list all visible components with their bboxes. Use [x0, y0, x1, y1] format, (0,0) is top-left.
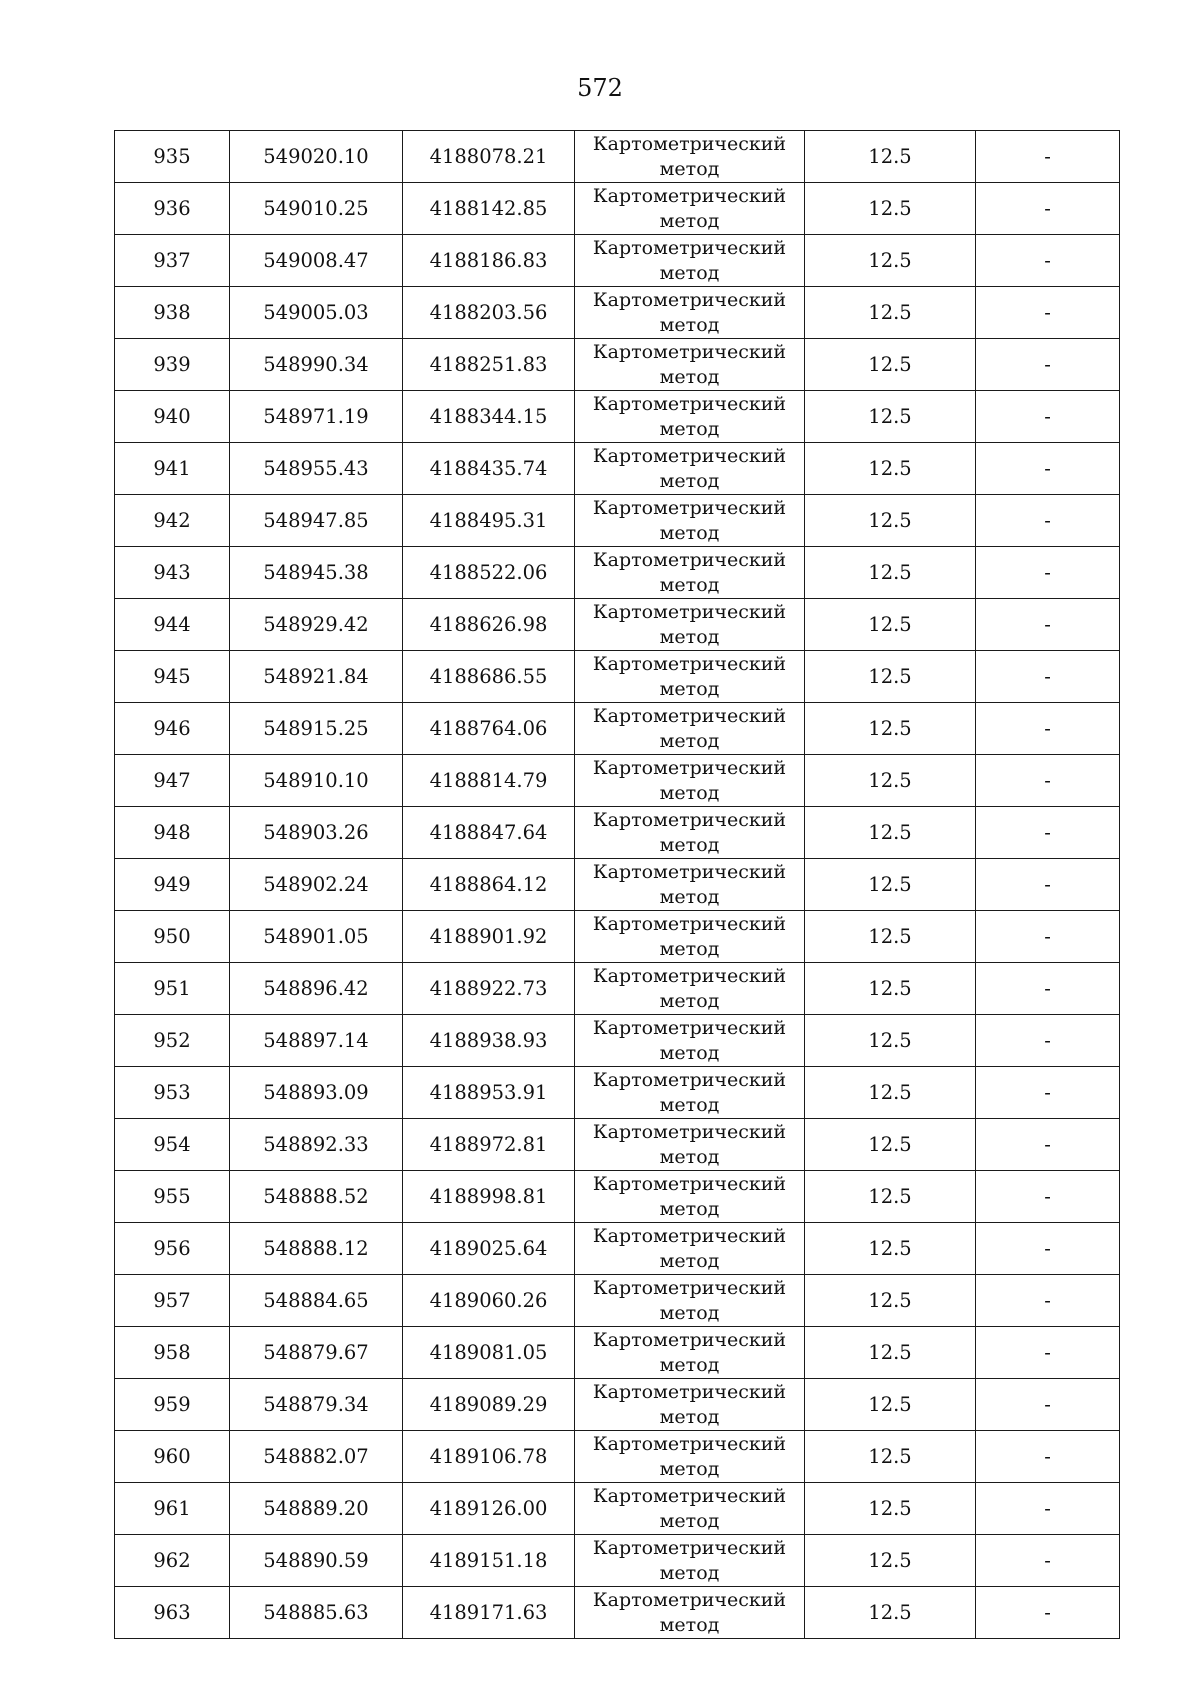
accuracy-cell: 12.5	[805, 963, 976, 1015]
method-cell	[575, 1483, 805, 1535]
method-cell	[575, 911, 805, 963]
extra-cell: -	[976, 339, 1120, 391]
extra-cell: -	[976, 859, 1120, 911]
point-number-cell: 948	[115, 807, 230, 859]
point-number-cell: 939	[115, 339, 230, 391]
point-number-cell: 961	[115, 1483, 230, 1535]
method-cell	[575, 1015, 805, 1067]
accuracy-cell: 12.5	[805, 1223, 976, 1275]
method-line-2: метод	[659, 1613, 720, 1636]
method-line-1: Картометрический	[592, 184, 787, 207]
table-row	[115, 1067, 1120, 1119]
y-coordinate-cell: 4188998.81	[403, 1171, 575, 1223]
y-coordinate-cell: 4188814.79	[403, 755, 575, 807]
x-coordinate-cell: 548893.09	[230, 1067, 403, 1119]
accuracy-cell: 12.5	[805, 859, 976, 911]
method-line-2: метод	[659, 937, 720, 960]
extra-cell: -	[976, 1275, 1120, 1327]
method-cell	[575, 1171, 805, 1223]
table-row	[115, 651, 1120, 703]
y-coordinate-cell: 4189106.78	[403, 1431, 575, 1483]
y-coordinate-cell: 4188938.93	[403, 1015, 575, 1067]
x-coordinate-cell: 548971.19	[230, 391, 403, 443]
accuracy-cell: 12.5	[805, 807, 976, 859]
method-line-2: метод	[659, 1405, 720, 1428]
method-line-2: метод	[659, 989, 720, 1012]
extra-cell: -	[976, 443, 1120, 495]
x-coordinate-cell: 548884.65	[230, 1275, 403, 1327]
table-row	[115, 859, 1120, 911]
point-number-cell: 953	[115, 1067, 230, 1119]
method-line-1: Картометрический	[592, 808, 787, 831]
method-cell	[575, 963, 805, 1015]
point-number-cell: 949	[115, 859, 230, 911]
extra-cell: -	[976, 391, 1120, 443]
y-coordinate-cell: 4189060.26	[403, 1275, 575, 1327]
method-line-1: Картометрический	[592, 1588, 787, 1611]
extra-cell: -	[976, 1587, 1120, 1639]
method-cell	[575, 1223, 805, 1275]
x-coordinate-cell: 548888.12	[230, 1223, 403, 1275]
method-line-2: метод	[659, 209, 720, 232]
method-line-2: метод	[659, 1197, 720, 1220]
accuracy-cell: 12.5	[805, 1431, 976, 1483]
table-row	[115, 1379, 1120, 1431]
point-number-cell: 935	[115, 131, 230, 183]
point-number-cell: 963	[115, 1587, 230, 1639]
point-number-cell: 941	[115, 443, 230, 495]
x-coordinate-cell: 548889.20	[230, 1483, 403, 1535]
x-coordinate-cell: 548955.43	[230, 443, 403, 495]
method-cell	[575, 287, 805, 339]
y-coordinate-cell: 4188344.15	[403, 391, 575, 443]
method-cell	[575, 1431, 805, 1483]
point-number-cell: 960	[115, 1431, 230, 1483]
method-line-1: Картометрический	[592, 496, 787, 519]
method-line-2: метод	[659, 1509, 720, 1532]
x-coordinate-cell: 548947.85	[230, 495, 403, 547]
method-line-1: Картометрический	[592, 1380, 787, 1403]
point-number-cell: 962	[115, 1535, 230, 1587]
x-coordinate-cell: 548890.59	[230, 1535, 403, 1587]
y-coordinate-cell: 4188972.81	[403, 1119, 575, 1171]
table-row	[115, 1483, 1120, 1535]
accuracy-cell: 12.5	[805, 1379, 976, 1431]
method-line-2: метод	[659, 521, 720, 544]
method-cell	[575, 443, 805, 495]
point-number-cell: 944	[115, 599, 230, 651]
extra-cell: -	[976, 131, 1120, 183]
y-coordinate-cell: 4188686.55	[403, 651, 575, 703]
accuracy-cell: 12.5	[805, 1483, 976, 1535]
extra-cell: -	[976, 1379, 1120, 1431]
method-line-2: метод	[659, 313, 720, 336]
y-coordinate-cell: 4188764.06	[403, 703, 575, 755]
extra-cell: -	[976, 1015, 1120, 1067]
method-line-1: Картометрический	[592, 340, 787, 363]
table-row	[115, 1223, 1120, 1275]
accuracy-cell: 12.5	[805, 1171, 976, 1223]
y-coordinate-cell: 4188495.31	[403, 495, 575, 547]
accuracy-cell: 12.5	[805, 443, 976, 495]
method-line-2: метод	[659, 1145, 720, 1168]
method-line-2: метод	[659, 781, 720, 804]
y-coordinate-cell: 4188078.21	[403, 131, 575, 183]
y-coordinate-cell: 4188864.12	[403, 859, 575, 911]
y-coordinate-cell: 4189089.29	[403, 1379, 575, 1431]
x-coordinate-cell: 549010.25	[230, 183, 403, 235]
accuracy-cell: 12.5	[805, 1119, 976, 1171]
method-line-1: Картометрический	[592, 1172, 787, 1195]
table-row	[115, 599, 1120, 651]
table-row	[115, 703, 1120, 755]
method-line-1: Картометрический	[592, 1068, 787, 1091]
method-line-1: Картометрический	[592, 132, 787, 155]
y-coordinate-cell: 4188901.92	[403, 911, 575, 963]
method-line-1: Картометрический	[592, 288, 787, 311]
extra-cell: -	[976, 1171, 1120, 1223]
accuracy-cell: 12.5	[805, 703, 976, 755]
table-row	[115, 755, 1120, 807]
point-number-cell: 938	[115, 287, 230, 339]
method-line-2: метод	[659, 625, 720, 648]
extra-cell: -	[976, 495, 1120, 547]
y-coordinate-cell: 4188251.83	[403, 339, 575, 391]
method-cell	[575, 183, 805, 235]
extra-cell: -	[976, 1067, 1120, 1119]
method-line-2: метод	[659, 1457, 720, 1480]
method-cell	[575, 1535, 805, 1587]
method-cell	[575, 495, 805, 547]
method-line-2: метод	[659, 1041, 720, 1064]
extra-cell: -	[976, 599, 1120, 651]
y-coordinate-cell: 4189081.05	[403, 1327, 575, 1379]
accuracy-cell: 12.5	[805, 599, 976, 651]
x-coordinate-cell: 548910.10	[230, 755, 403, 807]
y-coordinate-cell: 4189171.63	[403, 1587, 575, 1639]
accuracy-cell: 12.5	[805, 339, 976, 391]
table-row	[115, 1119, 1120, 1171]
accuracy-cell: 12.5	[805, 1535, 976, 1587]
y-coordinate-cell: 4188522.06	[403, 547, 575, 599]
method-cell	[575, 859, 805, 911]
method-line-1: Картометрический	[592, 652, 787, 675]
point-number-cell: 950	[115, 911, 230, 963]
accuracy-cell: 12.5	[805, 235, 976, 287]
point-number-cell: 946	[115, 703, 230, 755]
accuracy-cell: 12.5	[805, 547, 976, 599]
table-row	[115, 1327, 1120, 1379]
x-coordinate-cell: 548903.26	[230, 807, 403, 859]
point-number-cell: 945	[115, 651, 230, 703]
method-cell	[575, 651, 805, 703]
table-row	[115, 547, 1120, 599]
table-row	[115, 1275, 1120, 1327]
y-coordinate-cell: 4189151.18	[403, 1535, 575, 1587]
point-number-cell: 956	[115, 1223, 230, 1275]
method-cell	[575, 1067, 805, 1119]
extra-cell: -	[976, 1431, 1120, 1483]
accuracy-cell: 12.5	[805, 495, 976, 547]
accuracy-cell: 12.5	[805, 1327, 976, 1379]
accuracy-cell: 12.5	[805, 287, 976, 339]
method-line-1: Картометрический	[592, 1484, 787, 1507]
x-coordinate-cell: 548915.25	[230, 703, 403, 755]
x-coordinate-cell: 548902.24	[230, 859, 403, 911]
method-line-1: Картометрический	[592, 1328, 787, 1351]
accuracy-cell: 12.5	[805, 1275, 976, 1327]
x-coordinate-cell: 548879.67	[230, 1327, 403, 1379]
x-coordinate-cell: 549008.47	[230, 235, 403, 287]
y-coordinate-cell: 4188847.64	[403, 807, 575, 859]
method-line-2: метод	[659, 1353, 720, 1376]
extra-cell: -	[976, 755, 1120, 807]
x-coordinate-cell: 548879.34	[230, 1379, 403, 1431]
method-line-1: Картометрический	[592, 1432, 787, 1455]
point-number-cell: 943	[115, 547, 230, 599]
y-coordinate-cell: 4188953.91	[403, 1067, 575, 1119]
method-line-2: метод	[659, 365, 720, 388]
method-line-2: метод	[659, 1249, 720, 1272]
method-line-1: Картометрический	[592, 236, 787, 259]
method-line-2: метод	[659, 573, 720, 596]
method-line-1: Картометрический	[592, 964, 787, 987]
method-cell	[575, 391, 805, 443]
accuracy-cell: 12.5	[805, 651, 976, 703]
coordinates-table-body	[115, 131, 1120, 1639]
y-coordinate-cell: 4188186.83	[403, 235, 575, 287]
table-row	[115, 495, 1120, 547]
x-coordinate-cell: 549020.10	[230, 131, 403, 183]
method-line-2: метод	[659, 261, 720, 284]
table-row	[115, 287, 1120, 339]
method-line-2: метод	[659, 157, 720, 180]
x-coordinate-cell: 548901.05	[230, 911, 403, 963]
point-number-cell: 951	[115, 963, 230, 1015]
coordinates-table	[114, 130, 1120, 1639]
method-line-1: Картометрический	[592, 444, 787, 467]
extra-cell: -	[976, 1223, 1120, 1275]
table-row	[115, 807, 1120, 859]
x-coordinate-cell: 549005.03	[230, 287, 403, 339]
method-line-2: метод	[659, 729, 720, 752]
x-coordinate-cell: 548892.33	[230, 1119, 403, 1171]
accuracy-cell: 12.5	[805, 131, 976, 183]
x-coordinate-cell: 548882.07	[230, 1431, 403, 1483]
point-number-cell: 957	[115, 1275, 230, 1327]
extra-cell: -	[976, 807, 1120, 859]
method-cell	[575, 1587, 805, 1639]
accuracy-cell: 12.5	[805, 1067, 976, 1119]
x-coordinate-cell: 548897.14	[230, 1015, 403, 1067]
method-line-2: метод	[659, 469, 720, 492]
method-line-2: метод	[659, 417, 720, 440]
table-row	[115, 443, 1120, 495]
table-row	[115, 1587, 1120, 1639]
accuracy-cell: 12.5	[805, 1587, 976, 1639]
point-number-cell: 947	[115, 755, 230, 807]
point-number-cell: 940	[115, 391, 230, 443]
table-row	[115, 391, 1120, 443]
extra-cell: -	[976, 911, 1120, 963]
x-coordinate-cell: 548921.84	[230, 651, 403, 703]
extra-cell: -	[976, 1483, 1120, 1535]
method-line-2: метод	[659, 1561, 720, 1584]
extra-cell: -	[976, 183, 1120, 235]
table-row	[115, 963, 1120, 1015]
x-coordinate-cell: 548929.42	[230, 599, 403, 651]
method-line-1: Картометрический	[592, 860, 787, 883]
method-line-2: метод	[659, 833, 720, 856]
extra-cell: -	[976, 287, 1120, 339]
extra-cell: -	[976, 703, 1120, 755]
extra-cell: -	[976, 547, 1120, 599]
x-coordinate-cell: 548896.42	[230, 963, 403, 1015]
point-number-cell: 952	[115, 1015, 230, 1067]
table-row	[115, 1171, 1120, 1223]
method-cell	[575, 1327, 805, 1379]
extra-cell: -	[976, 651, 1120, 703]
table-row	[115, 131, 1120, 183]
accuracy-cell: 12.5	[805, 755, 976, 807]
method-line-1: Картометрический	[592, 1016, 787, 1039]
method-cell	[575, 703, 805, 755]
method-line-1: Картометрический	[592, 912, 787, 935]
method-line-1: Картометрический	[592, 548, 787, 571]
method-cell	[575, 1379, 805, 1431]
method-cell	[575, 755, 805, 807]
method-cell	[575, 1119, 805, 1171]
x-coordinate-cell: 548990.34	[230, 339, 403, 391]
accuracy-cell: 12.5	[805, 1015, 976, 1067]
method-cell	[575, 1275, 805, 1327]
table-row	[115, 1535, 1120, 1587]
point-number-cell: 942	[115, 495, 230, 547]
accuracy-cell: 12.5	[805, 183, 976, 235]
method-line-1: Картометрический	[592, 1536, 787, 1559]
point-number-cell: 937	[115, 235, 230, 287]
y-coordinate-cell: 4188626.98	[403, 599, 575, 651]
point-number-cell: 936	[115, 183, 230, 235]
method-line-2: метод	[659, 1301, 720, 1324]
page-number: 572	[577, 74, 623, 102]
accuracy-cell: 12.5	[805, 391, 976, 443]
y-coordinate-cell: 4189025.64	[403, 1223, 575, 1275]
method-cell	[575, 235, 805, 287]
table-row	[115, 339, 1120, 391]
method-line-2: метод	[659, 885, 720, 908]
y-coordinate-cell: 4188435.74	[403, 443, 575, 495]
method-line-1: Картометрический	[592, 704, 787, 727]
x-coordinate-cell: 548945.38	[230, 547, 403, 599]
method-cell	[575, 131, 805, 183]
point-number-cell: 954	[115, 1119, 230, 1171]
table-row	[115, 1015, 1120, 1067]
method-cell	[575, 339, 805, 391]
point-number-cell: 958	[115, 1327, 230, 1379]
method-line-2: метод	[659, 677, 720, 700]
table-row	[115, 911, 1120, 963]
point-number-cell: 955	[115, 1171, 230, 1223]
table-row	[115, 183, 1120, 235]
method-cell	[575, 807, 805, 859]
extra-cell: -	[976, 963, 1120, 1015]
y-coordinate-cell: 4188922.73	[403, 963, 575, 1015]
extra-cell: -	[976, 1119, 1120, 1171]
accuracy-cell: 12.5	[805, 911, 976, 963]
x-coordinate-cell: 548885.63	[230, 1587, 403, 1639]
method-cell	[575, 547, 805, 599]
table-row	[115, 1431, 1120, 1483]
x-coordinate-cell: 548888.52	[230, 1171, 403, 1223]
y-coordinate-cell: 4188142.85	[403, 183, 575, 235]
extra-cell: -	[976, 1535, 1120, 1587]
extra-cell: -	[976, 1327, 1120, 1379]
method-line-1: Картометрический	[592, 392, 787, 415]
method-line-1: Картометрический	[592, 756, 787, 779]
method-line-1: Картометрический	[592, 600, 787, 623]
method-cell	[575, 599, 805, 651]
y-coordinate-cell: 4188203.56	[403, 287, 575, 339]
method-line-2: метод	[659, 1093, 720, 1116]
y-coordinate-cell: 4189126.00	[403, 1483, 575, 1535]
extra-cell: -	[976, 235, 1120, 287]
method-line-1: Картометрический	[592, 1120, 787, 1143]
table-row	[115, 235, 1120, 287]
method-line-1: Картометрический	[592, 1276, 787, 1299]
point-number-cell: 959	[115, 1379, 230, 1431]
method-line-1: Картометрический	[592, 1224, 787, 1247]
